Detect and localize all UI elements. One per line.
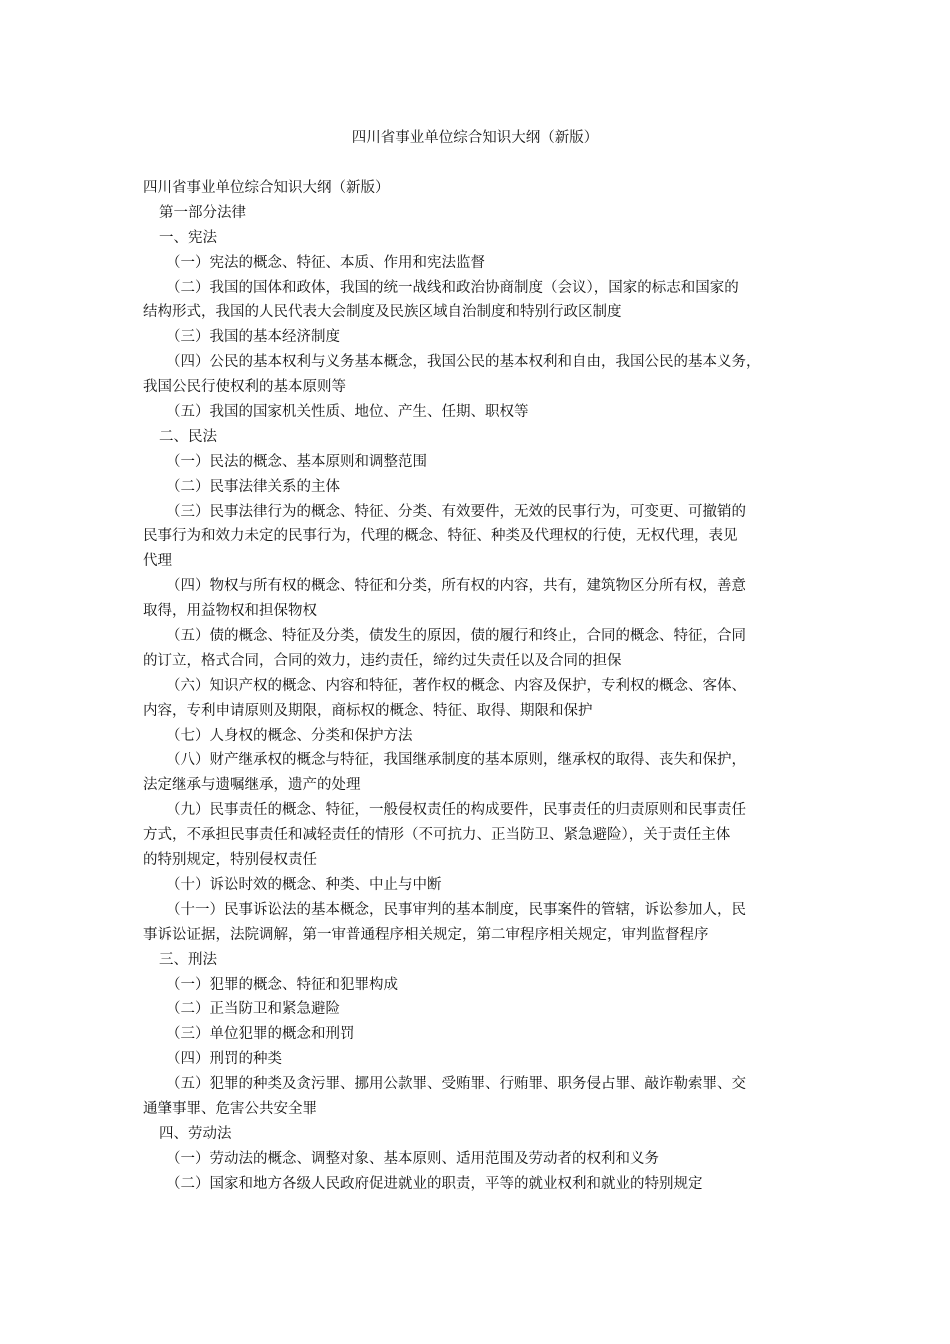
document-line: （一）宪法的概念、特征、本质、作用和宪法监督 [166,254,485,271]
document-line: （七）人身权的概念、分类和保护方法 [166,727,413,744]
document-line: 方式，不承担民事责任和减轻责任的情形（不可抗力、正当防卫、紧急避险），关于责任主体 [143,827,731,844]
document-line: （十）诉讼时效的概念、种类、中止与中断 [166,876,442,893]
document-line: （四）公民的基本权利与义务基本概念，我国公民的基本权利和自由，我国公民的基本义务， [166,354,761,371]
document-line: 的特别规定，特别侵权责任 [143,852,317,869]
document-line: （八）财产继承权的概念与特征，我国继承制度的基本原则，继承权的取得、丧失和保护， [166,752,746,769]
document-line: （一）犯罪的概念、特征和犯罪构成 [166,976,398,993]
document-line: （九）民事责任的概念、特征，一般侵权责任的构成要件，民事责任的归责原则和民事责任 [166,802,746,819]
document-line: 通肇事罪、危害公共安全罪 [143,1100,317,1117]
document-line: （五）债的概念、特征及分类，债发生的原因，债的履行和终止，合同的概念、特征，合同 [166,628,746,645]
document-line: （五）我国的国家机关性质、地位、产生、任期、职权等 [166,404,529,421]
document-line: 内容，专利申请原则及期限，商标权的概念、特征、取得、期限和保护 [143,702,593,719]
document-line: （三）单位犯罪的概念和刑罚 [166,1026,355,1043]
document-line: （三）我国的基本经济制度 [166,329,340,346]
document-line: 的订立，格式合同，合同的效力，违约责任，缔约过失责任以及合同的担保 [143,652,622,669]
document-line: （二）我国的国体和政体，我国的统一战线和政治协商制度（会议），国家的标志和国家的 [166,279,739,296]
document-line: （二）民事法律关系的主体 [166,478,340,495]
document-line: 一、宪法 [159,229,217,246]
document-line: 取得，用益物权和担保物权 [143,603,317,620]
document-line: 第一部分法律 [159,204,246,221]
document-line: 三、刑法 [159,951,217,968]
document-line: （一）劳动法的概念、调整对象、基本原则、适用范围及劳动者的权利和义务 [166,1150,659,1167]
document-line: （三）民事法律行为的概念、特征、分类、有效要件，无效的民事行为，可变更、可撤销的 [166,503,746,520]
document-line: 二、民法 [159,428,217,445]
document-line: （二）正当防卫和紧急避险 [166,1001,340,1018]
document-line: （六）知识产权的概念、内容和特征，著作权的概念、内容及保护，专利权的概念、客体、 [166,677,746,694]
page-title: 四川省事业单位综合知识大纲（新版） [351,130,599,146]
document-line: （一）民法的概念、基本原则和调整范围 [166,453,427,470]
document-line: （十一）民事诉讼法的基本概念，民事审判的基本制度，民事案件的管辖，诉讼参加人，民 [166,901,746,918]
document-line: 事诉讼证据，法院调解，第一审普通程序相关规定，第二审程序相关规定，审判监督程序 [143,926,709,943]
document-body [143,176,805,1197]
document-line: 四、劳动法 [159,1125,232,1142]
document-line: 我国公民行使权利的基本原则等 [143,379,346,396]
document-line: 代理 [143,553,172,570]
document-line: （五）犯罪的种类及贪污罪、挪用公款罪、受贿罪、行贿罪、职务侵占罪、敲诈勒索罪、交 [166,1076,746,1093]
document-line: （二）国家和地方各级人民政府促进就业的职责，平等的就业权利和就业的特别规定 [166,1175,703,1192]
document-line: 四川省事业单位综合知识大纲（新版） [143,180,390,196]
document-line: （四）刑罚的种类 [166,1051,282,1068]
document-line: 民事行为和效力未定的民事行为，代理的概念、特征、种类及代理权的行使，无权代理，表见 [143,528,738,545]
document-line: 法定继承与遗嘱继承，遗产的处理 [143,777,361,794]
document-line: 结构形式，我国的人民代表大会制度及民族区域自治制度和特别行政区制度 [143,304,622,321]
document-line: （四）物权与所有权的概念、特征和分类，所有权的内容，共有，建筑物区分所有权，善意 [166,578,746,595]
